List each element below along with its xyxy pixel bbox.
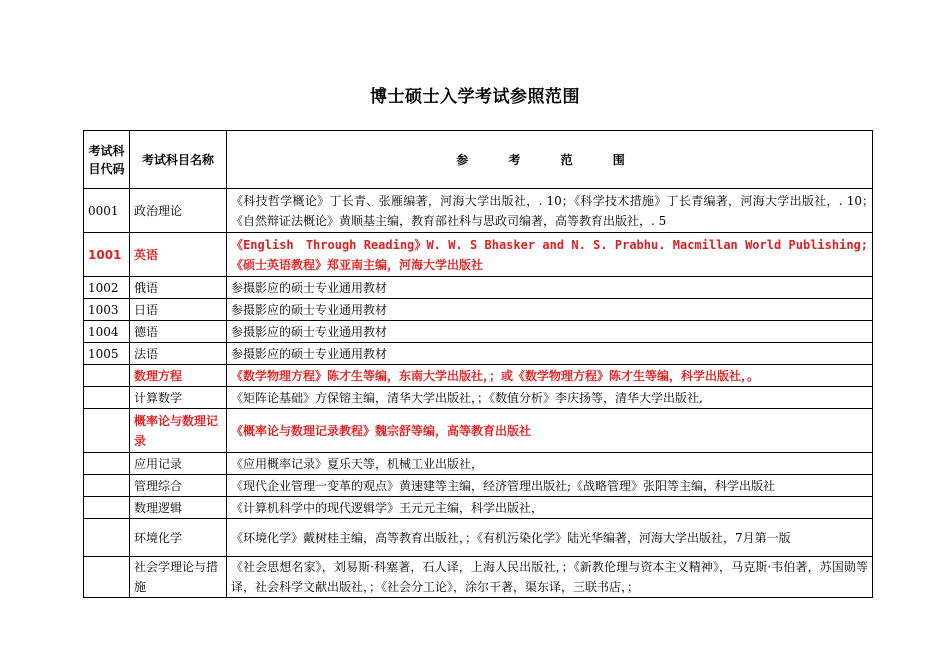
subject-name-cell: 俄语	[130, 277, 227, 299]
subject-code-cell	[84, 519, 130, 557]
header-reference-scope: 参 考 范 围	[227, 131, 873, 189]
page-title: 博士硕士入学考试参照范围	[370, 87, 580, 107]
subject-name-cell: 政治理论	[130, 189, 227, 233]
subject-name-cell: 数理逻辑	[130, 497, 227, 519]
reference-cell: 参摄影应的硕士专业通用教材	[227, 343, 873, 365]
subject-name-cell: 法语	[130, 343, 227, 365]
table-row	[84, 233, 873, 277]
subject-code-cell: 1004	[84, 321, 130, 343]
table-header-row	[84, 131, 873, 189]
subject-name-cell: 德语	[130, 321, 227, 343]
reference-cell: 参摄影应的硕士专业通用教材	[227, 321, 873, 343]
subject-code-cell	[84, 409, 130, 453]
subject-name-cell: 计算数学	[130, 387, 227, 409]
table-row	[84, 519, 873, 557]
subject-name-cell: 数理方程	[130, 365, 227, 387]
subject-code-cell: 1002	[84, 277, 130, 299]
table-row	[84, 409, 873, 453]
reference-cell: 参摄影应的硕士专业通用教材	[227, 277, 873, 299]
subject-name-cell: 应用记录	[130, 453, 227, 475]
reference-cell: 《科技哲学概论》丁长青、张雁编著，河海大学出版社，. 10；《科学技术措施》丁长青编著，河海大学出版社，. 10； 《自然辩证法概论》黄顺基主编，教育部社科与思政司编著，高等教育出版社，. 5	[227, 189, 873, 233]
table-row	[84, 475, 873, 497]
table-row	[84, 277, 873, 299]
subject-code-cell	[84, 387, 130, 409]
table-row	[84, 321, 873, 343]
header-subject-code: 考试科目代码	[84, 131, 130, 189]
table-row	[84, 365, 873, 387]
table-row	[84, 453, 873, 475]
subject-name-cell: 管理综合	[130, 475, 227, 497]
exam-scope-table	[83, 130, 881, 598]
reference-cell: 《English Through Reading》W. W. S Bhasker and N. S. Prabhu. Macmillan World Publishing;《硕士英语教程》郑亚南主编，河海大学出版社	[227, 233, 873, 277]
subject-name-cell: 环境化学	[130, 519, 227, 557]
reference-cell: 《矩阵论基础》方保镕主编，清华大学出版社，；《数值分析》李庆扬等，清华大学出版社,	[227, 387, 873, 409]
subject-code-cell	[84, 557, 130, 598]
table-row	[84, 343, 873, 365]
subject-code-cell	[84, 475, 130, 497]
reference-cell: 《计算机科学中的现代逻辑学》王元元主编，科学出版社，	[227, 497, 873, 519]
table-row	[84, 387, 873, 409]
subject-name-cell: 英语	[130, 233, 227, 277]
reference-cell: 《社会思想名家》，刘易斯·科塞著，石人译，上海人民出版社，；《新教伦理与资本主义精神》，马克斯·韦伯著，苏国勋等译，社会科学文献出版社，；《社会分工论》，涂尔干著，渠东译，三联书店，；	[227, 557, 873, 598]
subject-code-cell: 0001	[84, 189, 130, 233]
table-row	[84, 557, 873, 598]
reference-cell: 参摄影应的硕士专业通用教材	[227, 299, 873, 321]
subject-code-cell	[84, 365, 130, 387]
subject-name-cell: 社会学理论与措施	[130, 557, 227, 598]
reference-cell: 《环境化学》戴树桂主编，高等教育出版社，；《有机污染化学》陆光华编著，河海大学出版社，7月第一版	[227, 519, 873, 557]
table-row	[84, 189, 873, 233]
reference-cell: 《数学物理方程》陈才生等编，东南大学出版社，；或《数学物理方程》陈才生等编，科学出版社，。	[227, 365, 873, 387]
subject-code-cell: 1001	[84, 233, 130, 277]
table-row	[84, 299, 873, 321]
subject-code-cell	[84, 497, 130, 519]
reference-cell: 《概率论与数理记录教程》魏宗舒等编，高等教育出版社	[227, 409, 873, 453]
subject-name-cell: 日语	[130, 299, 227, 321]
table-row	[84, 497, 873, 519]
reference-cell: 《现代企业管理一变革的观点》黄速建等主编，经济管理出版社;《战略管理》张阳等主编，科学出版社	[227, 475, 873, 497]
subject-code-cell: 1003	[84, 299, 130, 321]
reference-cell: 《应用概率记录》夏乐天等，机械工业出版社，	[227, 453, 873, 475]
subject-code-cell	[84, 453, 130, 475]
subject-name-cell: 概率论与数理记录	[130, 409, 227, 453]
subject-code-cell: 1005	[84, 343, 130, 365]
header-subject-name: 考试科目名称	[130, 131, 227, 189]
